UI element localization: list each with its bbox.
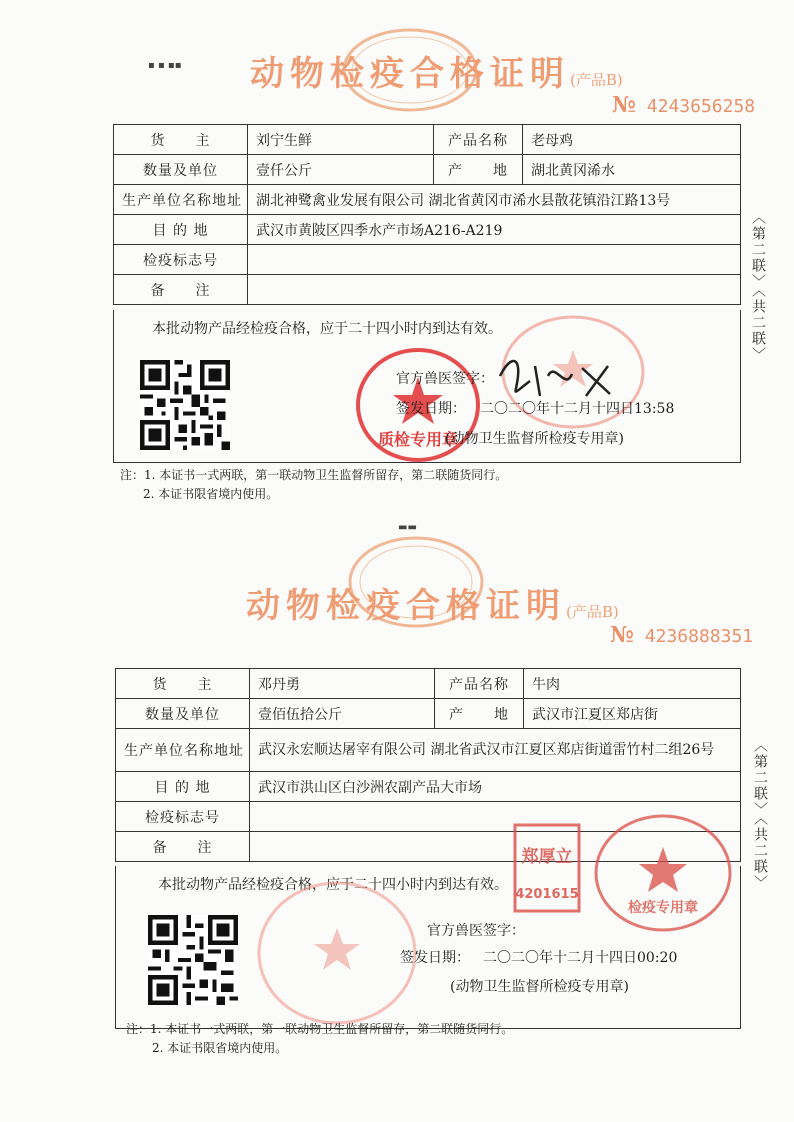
serial-number: № 4243656258 bbox=[612, 92, 756, 118]
vet-signature-label: 官方兽医签字： bbox=[427, 923, 525, 939]
owner-value: 刘宁生鲜 bbox=[248, 125, 434, 155]
inspector-name-stamp-text: 郑厚立 bbox=[521, 847, 573, 867]
quantity-value: 壹仟公斤 bbox=[248, 155, 434, 185]
table-row bbox=[116, 729, 741, 772]
certificate-1 bbox=[0, 0, 794, 520]
product-value: 牛肉 bbox=[524, 669, 741, 699]
table-row bbox=[114, 245, 741, 275]
producer-label: 生产单位名称地址 bbox=[116, 729, 250, 772]
remark-label: 备 注 bbox=[114, 275, 248, 305]
producer-value: 湖北神鹭禽业发展有限公司 湖北省黄冈市浠水县散花镇沿江路13号 bbox=[248, 185, 741, 215]
table-row bbox=[114, 215, 741, 245]
qr-code-icon bbox=[148, 915, 238, 1005]
copy-indicator: 〈第二联〉〈共二联〉 bbox=[752, 738, 768, 891]
scan-speck: ▪ ▪ ▪▪ bbox=[148, 60, 182, 71]
producer-value: 武汉永宏顺达屠宰有限公司 湖北省武汉市江夏区郑店街道雷竹村二组26号 bbox=[250, 729, 741, 772]
quarantine-stamp-text: 检疫专用章 bbox=[628, 900, 698, 916]
owner-value: 邓丹勇 bbox=[250, 669, 435, 699]
footnote-1: 注：1. 本证书一式两联，第一联动物卫生监督所留存，第二联随货同行。 bbox=[120, 468, 508, 482]
validity-statement: 本批动物产品经检疫合格，应于二十四小时内到达有效。 bbox=[152, 321, 502, 337]
supervision-stamp bbox=[252, 878, 422, 1028]
table-row bbox=[116, 772, 741, 802]
issue-date-value: 二〇二〇年十二月十四日13:58 bbox=[480, 401, 675, 417]
footnotes bbox=[126, 1020, 513, 1058]
quantity-value: 壹佰伍拾公斤 bbox=[250, 699, 435, 729]
owner-label: 货 主 bbox=[116, 669, 250, 699]
origin-value: 湖北黄冈浠水 bbox=[523, 155, 741, 185]
vet-signature-label: 官方兽医签字： bbox=[396, 371, 494, 387]
info-table bbox=[113, 124, 741, 305]
destination-label: 目 的 地 bbox=[116, 772, 250, 802]
issue-date-label: 签发日期： bbox=[396, 401, 466, 417]
inspector-name-stamp bbox=[512, 822, 582, 914]
quantity-label: 数量及单位 bbox=[116, 699, 250, 729]
certificate-2 bbox=[0, 520, 794, 1122]
qr-code-icon bbox=[140, 360, 230, 450]
serial-number: № 4236888351 bbox=[610, 622, 754, 648]
owner-label: 货 主 bbox=[114, 125, 248, 155]
destination-value: 武汉市洪山区白沙洲农副产品大市场 bbox=[250, 772, 741, 802]
seal-label: (动物卫生监督所检疫专用章) bbox=[450, 979, 629, 995]
table-row bbox=[114, 185, 741, 215]
quarantine-mark-label: 检疫标志号 bbox=[116, 802, 250, 832]
remark-label: 备 注 bbox=[116, 832, 250, 862]
table-row bbox=[114, 155, 741, 185]
quarantine-stamp bbox=[592, 812, 734, 934]
table-row bbox=[116, 669, 741, 699]
certificate-title: 动物检疫合格证明(产品B) bbox=[246, 586, 619, 626]
footnote-2: 2. 本证书限省境内使用。 bbox=[143, 487, 279, 501]
footnote-2: 2. 本证书限省境内使用。 bbox=[152, 1041, 288, 1055]
table-row bbox=[114, 275, 741, 305]
remark-value bbox=[248, 275, 741, 305]
origin-label: 产 地 bbox=[435, 699, 524, 729]
footnotes bbox=[120, 466, 507, 504]
copy-indicator: 〈第二联〉〈共二联〉 bbox=[750, 210, 766, 363]
product-label: 产品名称 bbox=[435, 669, 524, 699]
quarantine-mark-label: 检疫标志号 bbox=[114, 245, 248, 275]
issue-date-value: 二〇二〇年十二月十四日00:20 bbox=[483, 950, 678, 966]
quality-stamp-text: 质检专用章 bbox=[377, 430, 459, 449]
destination-value: 武汉市黄陂区四季水产市场A216-A219 bbox=[248, 215, 741, 245]
certificate-title: 动物检疫合格证明(产品B) bbox=[250, 54, 623, 94]
handwritten-signature bbox=[490, 346, 630, 406]
product-value: 老母鸡 bbox=[523, 125, 741, 155]
table-row bbox=[114, 125, 741, 155]
origin-label: 产 地 bbox=[434, 155, 523, 185]
scan-speck: ▬▬ bbox=[398, 522, 417, 533]
issue-date-label: 签发日期： bbox=[400, 950, 470, 966]
origin-value: 武汉市江夏区郑店街 bbox=[524, 699, 741, 729]
producer-label: 生产单位名称地址 bbox=[114, 185, 248, 215]
table-row bbox=[116, 699, 741, 729]
footnote-1: 注：1. 本证书一式两联，第一联动物卫生监督所留存，第二联随货同行。 bbox=[126, 1022, 514, 1036]
seal-label: (动物卫生监督所检疫专用章) bbox=[445, 431, 624, 447]
product-label: 产品名称 bbox=[434, 125, 523, 155]
validity-statement: 本批动物产品经检疫合格，应于二十四小时内到达有效。 bbox=[158, 877, 508, 893]
destination-label: 目 的 地 bbox=[114, 215, 248, 245]
quarantine-mark-value bbox=[248, 245, 741, 275]
quantity-label: 数量及单位 bbox=[114, 155, 248, 185]
inspector-code-stamp-text: 4201615 bbox=[515, 887, 579, 902]
